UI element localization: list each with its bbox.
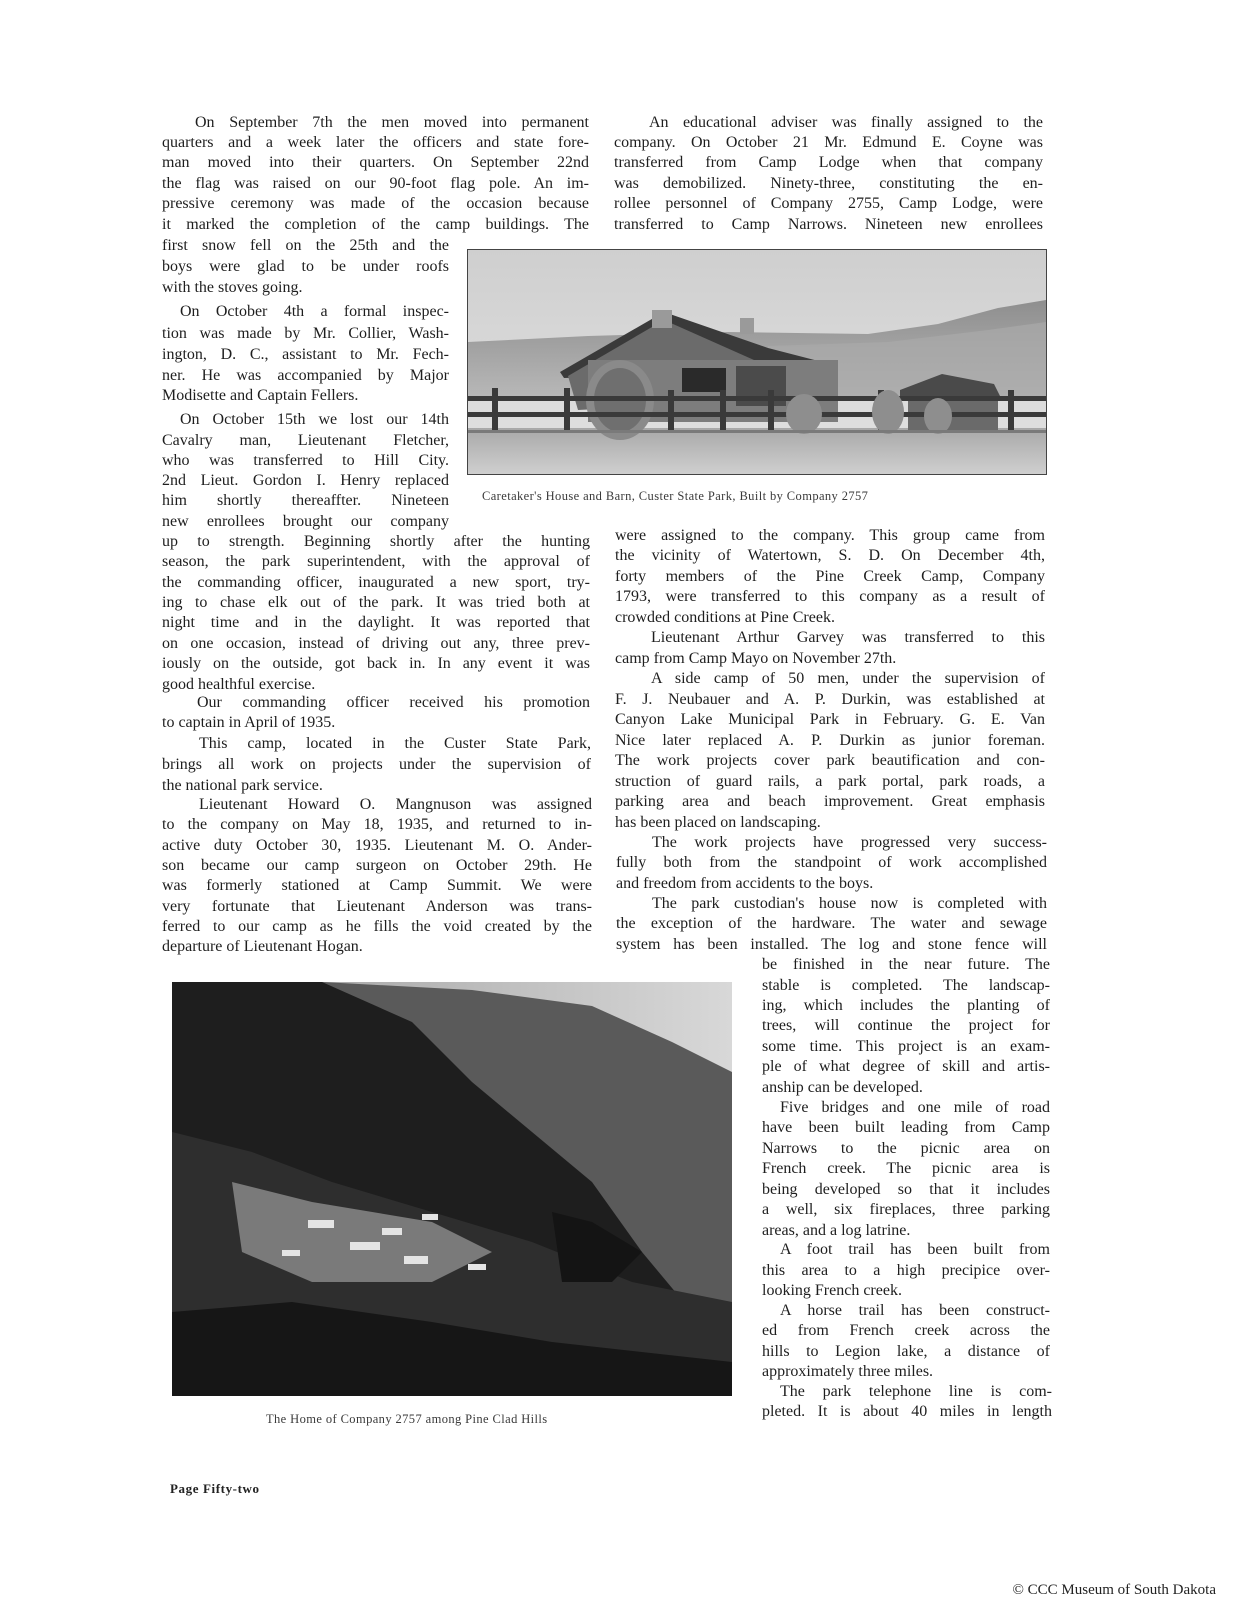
paragraph-line: be finished in the near future. The — [762, 956, 1050, 973]
paragraph-line: ferred to our camp as he fills the void created by the — [162, 918, 592, 935]
paragraph-line: were assigned to the company. This group came from — [615, 527, 1045, 544]
paragraph-line: ed from French creek across the — [762, 1322, 1050, 1339]
paragraph-line: to the company on May 18, 1935, and returned to in- — [162, 816, 592, 833]
paragraph-line: trees, will continue the project for — [762, 1017, 1050, 1034]
paragraph-line: Nice later replaced A. P. Durkin as junior foreman. — [615, 732, 1045, 749]
paragraph-line: Modisette and Captain Fellers. — [162, 387, 359, 404]
paragraph-line: very fortunate that Lieutenant Anderson was trans- — [162, 898, 592, 915]
paragraph-line: areas, and a log latrine. — [762, 1222, 911, 1239]
paragraph-line: has been placed on landscaping. — [615, 814, 821, 831]
paragraph-line: ing, which includes the planting of — [762, 997, 1050, 1014]
paragraph-line: ner. He was accompanied by Major — [162, 367, 449, 384]
paragraph-line: son became our camp surgeon on October 29th. He — [162, 857, 592, 874]
paragraph-line: this area to a high precipice over- — [762, 1262, 1050, 1279]
paragraph-line: A foot trail has been built from — [780, 1241, 1050, 1258]
paragraph-line: some time. This project is an exam- — [762, 1038, 1050, 1055]
pine-clad-hills-photo — [172, 982, 732, 1396]
paragraph-line: The work projects cover park beautification and con- — [615, 752, 1045, 769]
paragraph-line: have been built leading from Camp — [762, 1119, 1050, 1136]
paragraph-line: A horse trail has been construct- — [780, 1302, 1050, 1319]
paragraph-line: on one occasion, instead of driving out any, three prev- — [162, 635, 590, 652]
paragraph-line: Narrows to the picnic area on — [762, 1140, 1050, 1157]
paragraph-line: quarters and a week later the officers and state fore- — [162, 134, 589, 151]
paragraph-line: pleted. It is about 40 miles in length — [762, 1403, 1052, 1420]
paragraph-line: Canyon Lake Municipal Park in February. G. E. Van — [615, 711, 1045, 728]
paragraph-line: camp from Camp Mayo on November 27th. — [615, 650, 897, 667]
paragraph-line: it marked the completion of the camp buildings. The — [162, 216, 589, 233]
paragraph-line: the vicinity of Watertown, S. D. On December 4th, — [615, 547, 1045, 564]
paragraph-line: French creek. The picnic area is — [762, 1160, 1050, 1177]
paragraph-line: On October 4th a formal inspec- — [180, 303, 449, 320]
paragraph-line: F. J. Neubauer and A. P. Durkin, was established at — [615, 691, 1045, 708]
paragraph-line: transferred from Camp Lodge when that company — [614, 154, 1043, 171]
paragraph-line: Cavalry man, Lieutenant Fletcher, — [162, 432, 449, 449]
paragraph-line: to captain in April of 1935. — [162, 714, 336, 731]
paragraph-line: This camp, located in the Custer State Park, — [199, 735, 591, 752]
copyright-notice: © CCC Museum of South Dakota — [1012, 1582, 1216, 1598]
paragraph-line: iously on the outside, got back in. In any event it was — [162, 655, 590, 672]
paragraph-line: and freedom from accidents to the boys. — [616, 875, 874, 892]
paragraph-line: man moved into their quarters. On September 22nd — [162, 154, 589, 171]
paragraph-line: company. On October 21 Mr. Edmund E. Coyne was — [614, 134, 1043, 151]
paragraph-line: An educational adviser was finally assigned to the — [649, 114, 1043, 131]
paragraph-line: rollee personnel of Company 2755, Camp Lodge, were — [614, 195, 1043, 212]
paragraph-line: pressive ceremony was made of the occasion because — [162, 195, 589, 212]
paragraph-line: who was transferred to Hill City. — [162, 452, 449, 469]
paragraph-line: ing to chase elk out of the park. It was tried both at — [162, 594, 590, 611]
paragraph-line: forty members of the Pine Creek Camp, Company — [615, 568, 1045, 585]
paragraph-line: the exception of the hardware. The water and sewage — [616, 915, 1047, 932]
paragraph-line: with the stoves going. — [162, 279, 303, 296]
paragraph-line: A side camp of 50 men, under the supervision of — [651, 670, 1045, 687]
paragraph-line: parking area and beach improvement. Great emphasis — [615, 793, 1045, 810]
paragraph-line: being developed so that it includes — [762, 1181, 1050, 1198]
paragraph-line: Our commanding officer received his promotion — [197, 694, 590, 711]
paragraph-line: anship can be developed. — [762, 1079, 923, 1096]
paragraph-line: him shortly thereaffter. Nineteen — [162, 492, 449, 509]
paragraph-line: a well, six fireplaces, three parking — [762, 1201, 1050, 1218]
paragraph-line: Lieutenant Howard O. Mangnuson was assigned — [199, 796, 592, 813]
paragraph-line: 2nd Lieut. Gordon I. Henry replaced — [162, 472, 449, 489]
paragraph-line: the national park service. — [162, 777, 323, 794]
paragraph-line: Lieutenant Arthur Garvey was transferred to this — [651, 629, 1045, 646]
paragraph-line: fully both from the standpoint of work accomplished — [616, 854, 1047, 871]
paragraph-line: good healthful exercise. — [162, 676, 316, 693]
paragraph-line: the flag was raised on our 90-foot flag pole. An im- — [162, 175, 589, 192]
page-number: Page Fifty-two — [170, 1481, 260, 1496]
paragraph-line: departure of Lieutenant Hogan. — [162, 938, 363, 955]
paragraph-line: the commanding officer, inaugurated a new sport, try- — [162, 574, 590, 591]
paragraph-line: 1793, were transferred to this company as a result of — [615, 588, 1045, 605]
paragraph-line: The park custodian's house now is completed with — [652, 895, 1047, 912]
paragraph-line: looking French creek. — [762, 1282, 902, 1299]
paragraph-line: boys were glad to be under roofs — [162, 258, 449, 275]
paragraph-line: first snow fell on the 25th and the — [162, 237, 449, 254]
paragraph-line: system has been installed. The log and stone fence will — [616, 936, 1047, 953]
paragraph-line: The work projects have progressed very success- — [652, 834, 1047, 851]
paragraph-line: approximately three miles. — [762, 1363, 934, 1380]
house-photo-caption: Caretaker's House and Barn, Custer State Park, Built by Company 2757 — [482, 489, 869, 503]
paragraph-line: Five bridges and one mile of road — [780, 1099, 1050, 1116]
paragraph-line: ington, D. C., assistant to Mr. Fech- — [162, 346, 449, 363]
paragraph-line: tion was made by Mr. Collier, Wash- — [162, 325, 449, 342]
paragraph-line: On September 7th the men moved into permanent — [195, 114, 589, 131]
paragraph-line: stable is completed. The landscap- — [762, 977, 1050, 994]
paragraph-line: season, the park superintendent, with the approval of — [162, 553, 590, 570]
caretakers-house-photo — [467, 249, 1047, 475]
paragraph-line: struction of guard rails, a park portal, park roads, a — [615, 773, 1045, 790]
paragraph-line: night time and in the daylight. It was reported that — [162, 614, 590, 631]
paragraph-line: hills to Legion lake, a distance of — [762, 1343, 1050, 1360]
paragraph-line: was formerly stationed at Camp Summit. We were — [162, 877, 592, 894]
paragraph-line: active duty October 30, 1935. Lieutenant M. O. Ander- — [162, 837, 592, 854]
paragraph-line: up to strength. Beginning shortly after the hunting — [162, 533, 590, 550]
paragraph-line: brings all work on projects under the supervision of — [162, 756, 591, 773]
paragraph-line: The park telephone line is com- — [780, 1383, 1052, 1400]
paragraph-line: was demobilized. Ninety-three, constituting the en- — [614, 175, 1043, 192]
paragraph-line: ple of what degree of skill and artis- — [762, 1058, 1050, 1075]
paragraph-line: new enrollees brought our company — [162, 513, 449, 530]
hills-photo-caption: The Home of Company 2757 among Pine Clad Hills — [266, 1412, 548, 1426]
paragraph-line: On October 15th we lost our 14th — [180, 411, 449, 428]
paragraph-line: transferred to Camp Narrows. Nineteen new enrollees — [614, 216, 1043, 233]
paragraph-line: crowded conditions at Pine Creek. — [615, 609, 835, 626]
